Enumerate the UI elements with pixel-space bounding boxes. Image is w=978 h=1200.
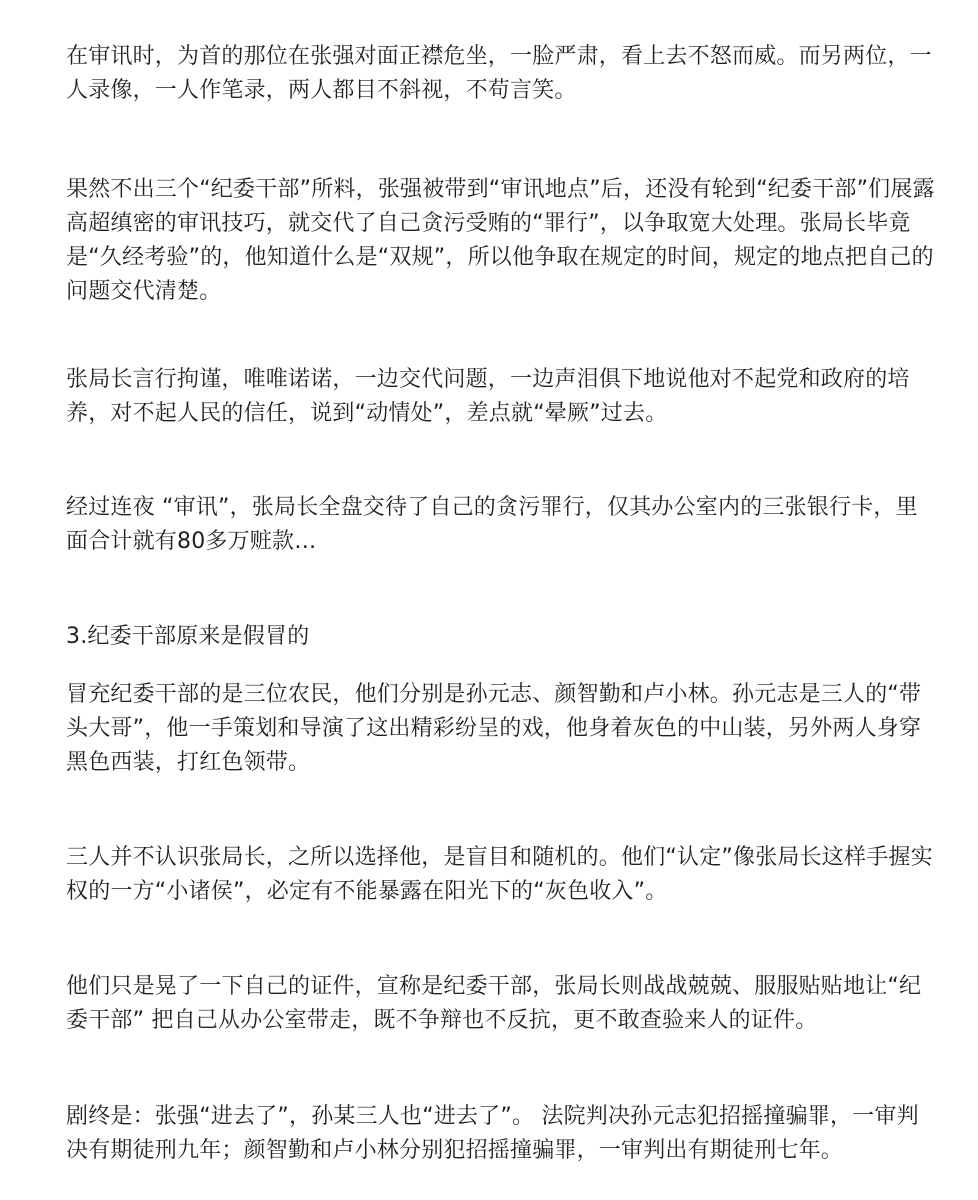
paragraph-target-selection: 三人并不认识张局长，之所以选择他，是盲目和随机的。他们“认定”像张局长这样手握实权的一方“小诸侯”，必定有不能暴露在阳光下的“灰色收入”。 xyxy=(66,845,933,904)
paragraph-tearful-confession: 张局长言行拘谨，唯唯诺诺，一边交代问题，一边声泪俱下地说他对不起党和政府的培养，对不起人民的信任，说到“动情处”，差点就“晕厥”过去。 xyxy=(66,367,910,426)
paragraph-bank-cards: 经过连夜 “审讯”，张局长全盘交待了自己的贪污罪行，仅其办公室内的三张银行卡，里面合计就有80多万赃款… xyxy=(66,495,918,554)
paragraph-impostors: 冒充纪委干部的是三位农民，他们分别是孙元志、颜智勤和卢小林。孙元志是三人的“带头大哥”，他一手策划和导演了这出精彩纷呈的戏，他身着灰色的中山装，另外两人身穿黑色西装，打红色领带。 xyxy=(66,682,922,775)
paragraph-confession: 果然不出三个“纪委干部”所料，张强被带到“审讯地点”后，还没有轮到“纪委干部”们展露高超缜密的审讯技巧，就交代了自己贪污受贿的“罪行”，以争取宽大处理。张局长毕竟是“久经考验”的，他知道什么是“双规”，所以他争取在规定的时间，规定的地点把自己的问题交代清楚。 xyxy=(66,177,935,304)
paragraph-verdict: 剧终是：张强“进去了”，孙某三人也“进去了”。 法院判决孙元志犯招摇撞骗罪，一审判决有期徒刑九年；颜智勤和卢小林分别犯招摇撞骗罪，一审判出有期徒刑七年。 xyxy=(66,1104,919,1163)
section-heading-fake-officials: 3.纪委干部原来是假冒的 xyxy=(66,624,310,649)
paragraph-fake-credentials: 他们只是晃了一下自己的证件，宣称是纪委干部，张局长则战战兢兢、服服贴贴地让“纪委干部” 把自己从办公室带走，既不争辩也不反抗，更不敢查验来人的证件。 xyxy=(66,974,922,1033)
paragraph-interrogation-scene: 在审讯时，为首的那位在张强对面正襟危坐，一脸严肃，看上去不怒而威。而另两位，一人录像，一人作笔录，两人都目不斜视，不苟言笑。 xyxy=(66,44,932,103)
